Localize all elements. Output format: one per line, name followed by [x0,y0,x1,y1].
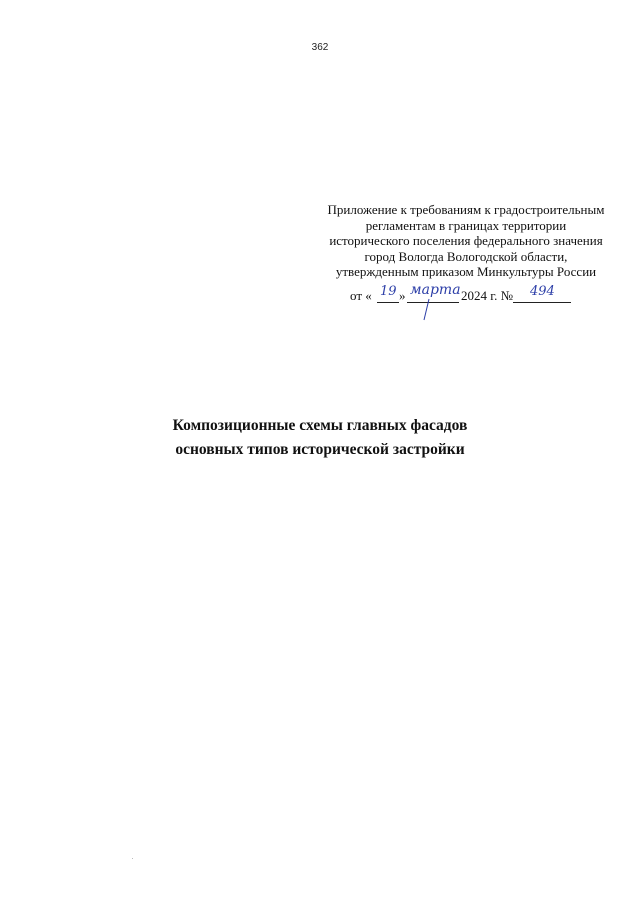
appendix-line-1: Приложение к требованиям к градостроительным [327,202,605,217]
appendix-line-4: город Вологда Вологодской области, [364,248,568,264]
handwriting-flourish-icon [420,298,432,322]
handwritten-month: марта [410,282,461,298]
order-date-line [350,282,590,312]
date-prefix: от « [350,288,372,303]
scan-speck [132,858,133,859]
appendix-line-3: исторического поселения федерального значения [329,233,603,248]
number-blank-underline [513,302,571,303]
appendix-line-2: регламентам в границах территории [365,217,567,233]
title-line-2: основных типов исторической застройки [175,441,465,458]
day-blank-underline [377,302,399,303]
document-title [0,414,640,462]
handwritten-order-number: 494 [530,284,555,299]
handwritten-day: 19 [380,284,397,299]
appendix-header [316,202,616,280]
appendix-line-5: утвержденным приказом Минкультуры России [335,264,597,279]
date-year-number-label: 2024 г. № [461,288,514,303]
date-close-quote: » [399,288,406,303]
month-blank-underline [407,302,459,303]
title-line-1: Композиционные схемы главных фасадов [172,417,468,434]
page-number: 362 [311,42,329,53]
